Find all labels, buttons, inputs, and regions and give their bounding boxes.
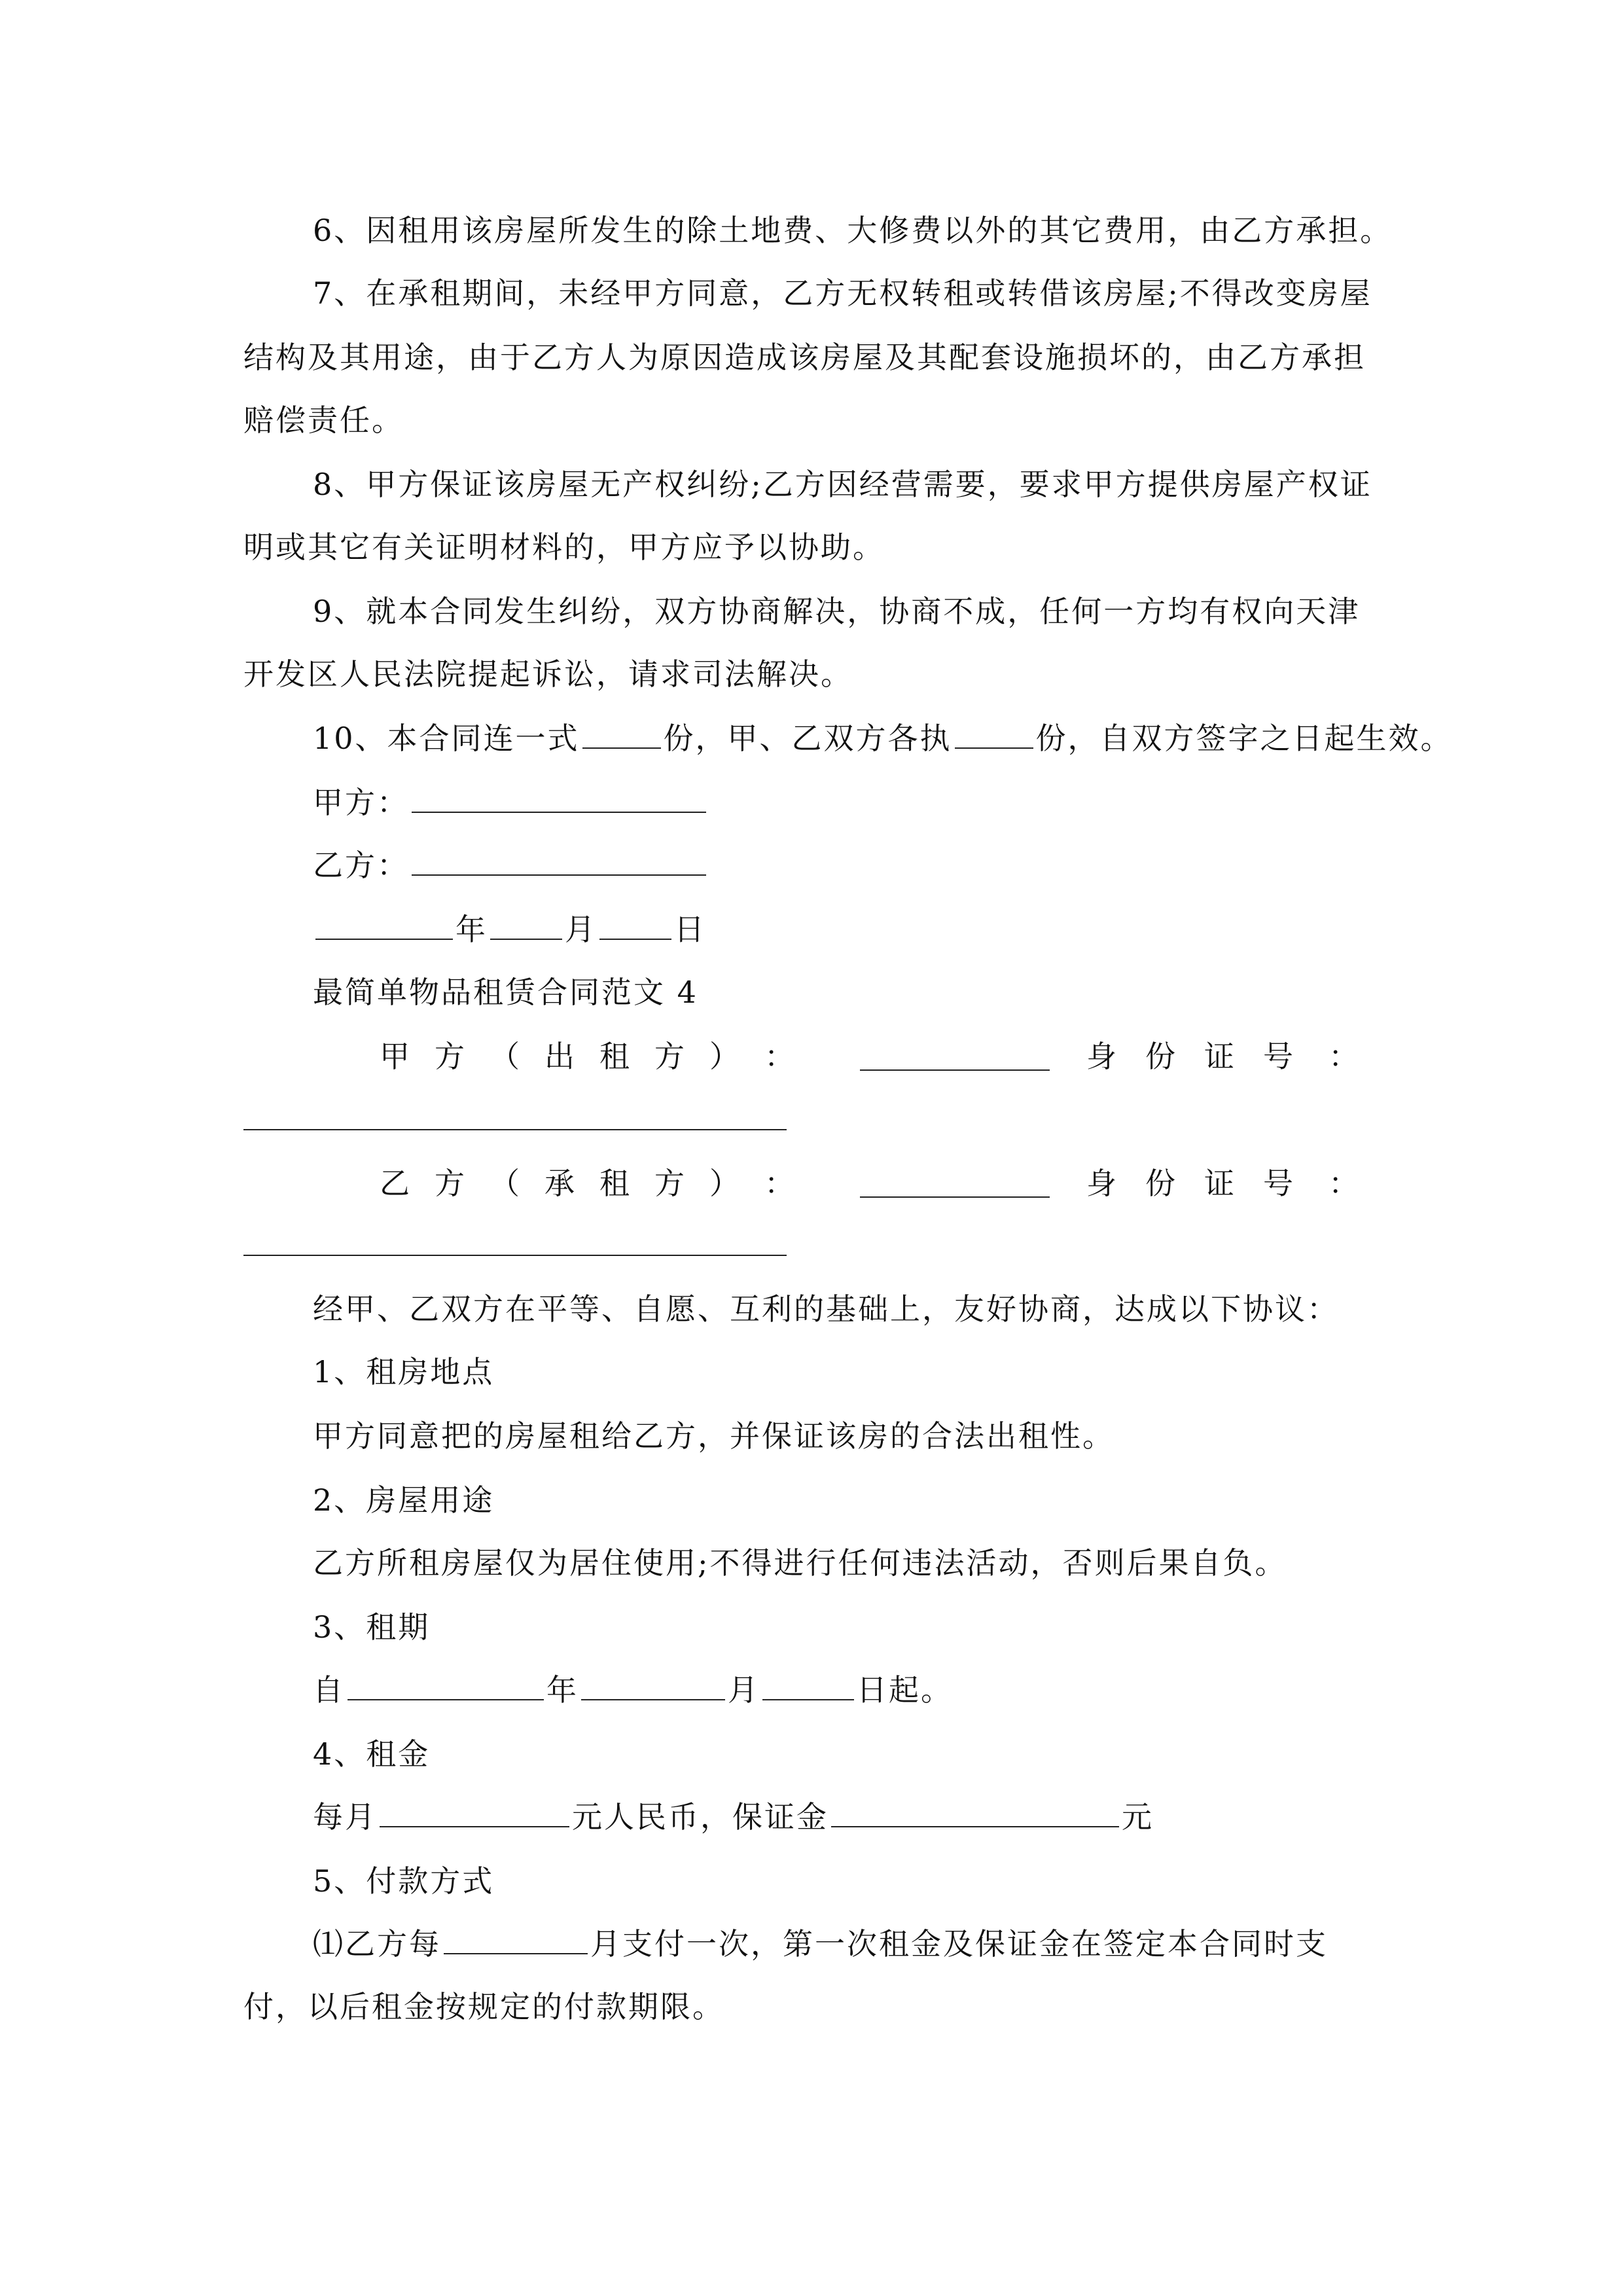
party-b-sign-label: 乙方： [313,848,409,883]
clause-6: 6、因租用该房屋所发生的除土地费、大修费以外的其它费用，由乙方承担。 [313,213,1393,248]
party-b-c5: 方 [654,1166,687,1201]
deposit-amount-blank[interactable] [831,1797,1119,1827]
section-5-title: 5、付款方式 [313,1863,495,1899]
party-b-id-c2: 证 [1204,1166,1236,1201]
party-a-c4: 租 [599,1039,632,1074]
rent-monthly-label: 每月 [313,1799,377,1835]
date-day-blank[interactable] [599,910,671,940]
clause-7-line-2: 结构及其用途，由于乙方人为原因造成该房屋及其配套设施损坏的，由乙方承担 [243,340,1366,375]
date-month-blank[interactable] [490,910,562,940]
date-year-blank[interactable] [315,910,453,940]
section-5-line-1 [313,1924,1328,1964]
clause-10-part-b: 份，甲、乙双方各执 [663,721,952,756]
period-year-blank[interactable] [348,1670,544,1700]
party-a-c0: 甲 [380,1039,412,1074]
party-a-c5: 方 [654,1039,687,1074]
party-b-id-c4: ： [1329,1166,1361,1201]
section-3-period [313,1670,953,1710]
party-a-id-c0: 身 [1086,1039,1118,1074]
section-2-title: 2、房屋用途 [313,1482,495,1518]
section-4-title: 4、租金 [313,1736,431,1772]
date-month-label: 月 [565,912,597,947]
payment-part-b: 月支付一次，第一次租金及保证金在签定本合同时支 [590,1926,1328,1962]
party-b-c3: 承 [544,1166,577,1201]
party-a-id-c2: 证 [1204,1039,1236,1074]
rent-amount-blank[interactable] [380,1797,569,1827]
date-year-label: 年 [455,912,488,947]
signature-date [313,910,706,949]
section-5-line-2: 付，以后租金按规定的付款期限。 [243,1989,724,2024]
party-b-c1: 方 [435,1166,467,1201]
clause-10 [313,719,1453,758]
deposit-yuan-label: 元 [1122,1799,1154,1835]
party-a-id-c4: ： [1329,1039,1361,1074]
party-b-c4: 租 [599,1166,632,1201]
clause-7-line-3: 赔偿责任。 [243,403,404,438]
clause-10-part-a: 10、本合同连一式 [313,721,580,756]
party-a-c3: 出 [544,1039,577,1074]
party-a-name-blank[interactable] [860,1041,1050,1071]
clause-9-line-1: 9、就本合同发生纠纷，双方协商解决，协商不成，任何一方均有权向天津 [313,594,1361,629]
party-b-id-c1: 份 [1145,1166,1177,1201]
section-1-text: 甲方同意把的房屋租给乙方，并保证该房的合法出租性。 [313,1418,1115,1454]
period-day-blank[interactable] [762,1670,854,1700]
clause-10-part-c: 份，自双方签字之日起生效。 [1035,721,1453,756]
party-b-c2: （ [490,1166,522,1201]
party-b-name-blank[interactable] [860,1168,1050,1198]
party-a-c7: ： [764,1039,796,1074]
copies-each-blank[interactable] [955,719,1033,749]
party-b-c6: ） [709,1166,741,1201]
signature-party-a [313,783,709,822]
date-day-label: 日 [674,912,706,947]
copies-total-blank[interactable] [582,719,661,749]
party-a-sign-blank[interactable] [412,783,706,813]
section-title: 最简单物品租赁合同范文 4 [313,975,698,1010]
party-b-id-c3: 号 [1263,1166,1295,1201]
party-a-id-c1: 份 [1145,1039,1177,1074]
section-2-text: 乙方所租房屋仅为居住使用;不得进行任何违法活动，否则后果自负。 [313,1545,1287,1581]
intro: 经甲、乙双方在平等、自愿、互利的基础上，友好协商，达成以下协议： [313,1291,1339,1327]
party-a-c1: 方 [435,1039,467,1074]
section-1-title: 1、租房地点 [313,1354,495,1390]
section-4-rent [313,1797,1154,1837]
party-a-id-blank[interactable] [243,1129,787,1130]
party-a-c2: （ [490,1039,522,1074]
party-a-sign-label: 甲方： [313,785,409,820]
party-b-id-c0: 身 [1086,1166,1118,1201]
party-a-c6: ） [709,1039,741,1074]
party-b-id-blank[interactable] [243,1255,787,1256]
party-a-id-c3: 号 [1263,1039,1295,1074]
clause-9-line-2: 开发区人民法院提起诉讼，请求司法解决。 [243,656,853,692]
clause-8-line-1: 8、甲方保证该房屋无产权纠纷;乙方因经营需要，要求甲方提供房屋产权证 [313,467,1372,502]
payment-part-a: ⑴乙方每 [313,1926,441,1962]
section-3-title: 3、租期 [313,1609,431,1645]
signature-party-b [313,846,709,885]
period-day-label: 日起。 [857,1672,953,1708]
party-b-c0: 乙 [380,1166,412,1201]
rent-rmb-label: 元人民币，保证金 [572,1799,829,1835]
payment-interval-blank[interactable] [444,1924,588,1954]
party-b-c7: ： [764,1166,796,1201]
clause-7-line-1: 7、在承租期间，未经甲方同意，乙方无权转租或转借该房屋;不得改变房屋 [313,276,1372,311]
period-from-label: 自 [313,1672,345,1708]
period-month-label: 月 [728,1672,760,1708]
period-year-label: 年 [546,1672,579,1708]
party-b-sign-blank[interactable] [412,846,706,876]
period-month-blank[interactable] [581,1670,725,1700]
clause-8-line-2: 明或其它有关证明材料的，甲方应予以协助。 [243,529,885,565]
